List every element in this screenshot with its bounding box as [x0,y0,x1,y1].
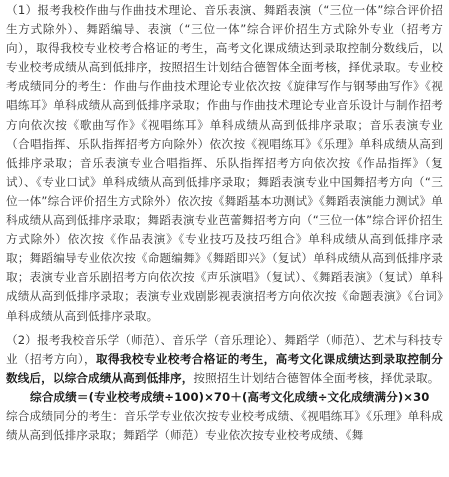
paragraph-2-bold-clause: 取得我校专业校考合格证的考生，高考文化课成绩达到录取控制分数线后，以综合成绩从高到低排序， [6,351,443,385]
paragraph-2-tail: 按照招生计划结合德智体全面考核，择优录取。 [193,370,440,385]
composite-score-formula: 综合成绩＝(专业校考成绩÷100)×70＋(高考文化成绩÷文化成绩满分)×30 [30,389,430,404]
admission-rule-paragraph-2 [6,331,443,446]
paragraph-2-tie-rule: 综合成绩同分的考生：音乐学专业依次按专业校考成绩、《视唱练耳》《乐理》单科成绩从高到低排序录取；舞蹈学（师范）专业依次按专业校考成绩、《舞 [6,408,443,443]
admission-rule-paragraph-1: （1）报考我校作曲与作曲技术理论、音乐表演、舞蹈表演（“三位一体”综合评价招生方式除外）、舞蹈编导、表演（“三位一体”综合评价招生方式除外专业（招考方向），取得我校专业校考合格证的考生，高考文化课成绩达到录取控制分数线后，以专业校考成绩从高到低排序，按照招生计划结合德智体全面考核，择优录取。专业校考成绩同分的考生：作曲与作曲技术理论专业依次按《旋律写作与钢琴曲写作》《视唱练耳》单科成绩从高到低排序录取；作曲与作曲技术理论专业音乐设计与制作招考方向依次按《歌曲写作》《视唱练耳》单科成绩从高到低排序录取；音乐表演专业（合唱指挥、乐队指挥招考方向除外）依次按《视唱练耳》《乐理》单科成绩从高到低排序录取；音乐表演专业合唱指挥、乐队指挥招考方向依次按《作品指挥》（复试）、《专业口试》单科成绩从高到低排序录取；舞蹈表演专业中国舞招考方向（“三位一体”综合评价招生方式除外）依次按《舞蹈基本功测试》《舞蹈表演能力测试》单科成绩从高到低排序录取；舞蹈表演专业芭蕾舞招考方向（“三位一体”综合评价招生方式除外）依次按《作品表演》《专业技巧及技巧组合》单科成绩从高到低排序录取；舞蹈编导专业依次按《命题编舞》《舞蹈即兴》（复试）单科成绩从高到低排序录取；表演专业音乐剧招考方向依次按《声乐演唱》（复试）、《舞蹈表演》（复试）单科成绩从高到低排序录取；表演专业戏剧影视表演招考方向依次按《命题表演》《台词》单科成绩从高到低排序录取。 [6,3,443,323]
paragraph-2-intro: （2）报考我校音乐学（师范）、音乐学（音乐理论）、舞蹈学（师范）、艺术与科技专业（招考方向）， [6,332,443,366]
